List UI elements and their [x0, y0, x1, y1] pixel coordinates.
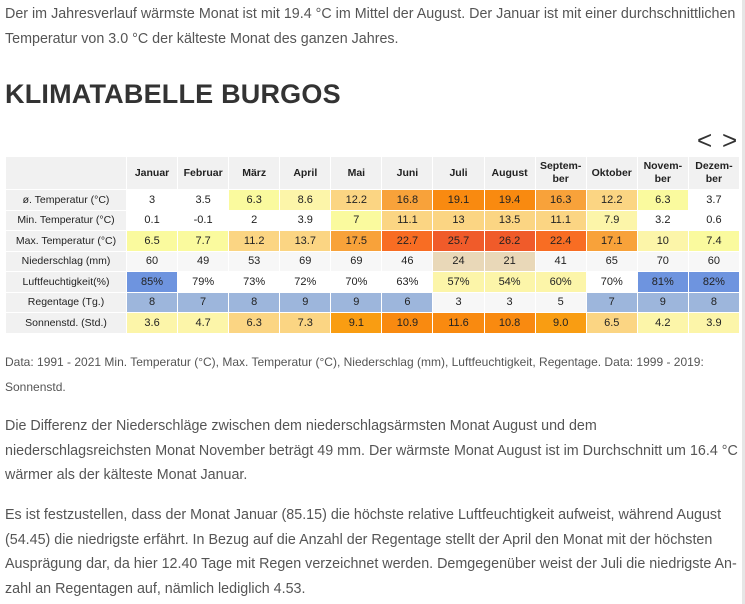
table-cell: 10.8: [484, 313, 535, 334]
table-cell: 7.3: [280, 313, 331, 334]
next-arrow-icon[interactable]: >: [722, 125, 738, 155]
page-title: KLIMATABELLE BURGOS: [5, 79, 341, 109]
climate-table: [5, 156, 740, 334]
table-cell: 9: [637, 292, 688, 313]
table-cell: 4.7: [178, 313, 229, 334]
table-cell: 60%: [535, 272, 586, 293]
table-cell: 8: [229, 292, 280, 313]
table-cell: 81%: [637, 272, 688, 293]
table-cell: 82%: [688, 272, 739, 293]
table-cell: 22.4: [535, 231, 586, 252]
table-header-row: [6, 157, 740, 190]
table-cell: 53: [229, 251, 280, 272]
row-label: Luftfeuchtigkeit(%): [6, 272, 127, 293]
row-label: Max. Temperatur (°C): [6, 231, 127, 252]
row-label: Min. Temperatur (°C): [6, 210, 127, 231]
table-corner: [6, 157, 127, 190]
table-cell: 72%: [280, 272, 331, 293]
table-row: [6, 272, 740, 293]
table-cell: 8.6: [280, 190, 331, 211]
table-cell: 8: [688, 292, 739, 313]
table-row: [6, 292, 740, 313]
table-cell: 49: [178, 251, 229, 272]
month-header: Oktober: [586, 157, 637, 190]
table-cell: 11.6: [433, 313, 484, 334]
row-label: Regentage (Tg.): [6, 292, 127, 313]
table-cell: 26.2: [484, 231, 535, 252]
month-header: April: [280, 157, 331, 190]
table-cell: 70%: [331, 272, 382, 293]
table-cell: -0.1: [178, 210, 229, 231]
row-label: Sonnenstd. (Std.): [6, 313, 127, 334]
table-cell: 9.1: [331, 313, 382, 334]
table-cell: 9: [331, 292, 382, 313]
table-cell: 3.9: [280, 210, 331, 231]
table-cell: 69: [280, 251, 331, 272]
table-row: [6, 251, 740, 272]
table-cell: 60: [127, 251, 178, 272]
humidity-paragraph: Es ist festzustellen, dass der Monat Januar (85.15) die höchste relative Luftfeuchtigkeit aufweist, während August (54.45) die niedrigste erfährt. In Bezug auf die Anzahl der Regentage stellt der April den Monat mit der höchsten Ausprägung dar, da hier 12.40 Tage mit Regen verzeichnet werden. Demgegenüber weist der Juli die niedrigste An- zahl an Regentagen auf, nämlich lediglich 4.53.: [5, 507, 737, 597]
month-header: Mai: [331, 157, 382, 190]
data-source-note: Data: 1991 - 2021 Min. Temperatur (°C), Max. Temperatur (°C), Niederschlag (mm), Luftfeuchtigkeit, Regentage. Data: 1999 - 2019: Sonnenstd.: [5, 355, 704, 394]
table-cell: 69: [331, 251, 382, 272]
row-label: Niederschlag (mm): [6, 251, 127, 272]
table-cell: 3.9: [688, 313, 739, 334]
table-cell: 16.3: [535, 190, 586, 211]
month-header: Novem- ber: [637, 157, 688, 190]
table-cell: 3: [484, 292, 535, 313]
table-cell: 21: [484, 251, 535, 272]
table-cell: 7.7: [178, 231, 229, 252]
table-cell: 9.0: [535, 313, 586, 334]
month-header: Februar: [178, 157, 229, 190]
table-cell: 4.2: [637, 313, 688, 334]
precipitation-paragraph: Die Differenz der Niederschläge zwischen dem niederschlagsärmsten Monat August und dem niederschlagsreichsten Monat November beträgt 49 mm. Der wärmste Monat August ist im Durchschnitt um 16.4 °C wärmer als der kälteste Monat Januar.: [5, 418, 738, 483]
table-cell: 46: [382, 251, 433, 272]
table-cell: 19.1: [433, 190, 484, 211]
table-cell: 73%: [229, 272, 280, 293]
table-cell: 10: [637, 231, 688, 252]
table-cell: 17.1: [586, 231, 637, 252]
month-header: Septem- ber: [535, 157, 586, 190]
table-cell: 7: [586, 292, 637, 313]
table-cell: 11.2: [229, 231, 280, 252]
table-row: [6, 313, 740, 334]
table-cell: 6.5: [586, 313, 637, 334]
table-row: [6, 210, 740, 231]
table-cell: 3.2: [637, 210, 688, 231]
table-cell: 6.3: [229, 190, 280, 211]
table-cell: 6.3: [229, 313, 280, 334]
table-cell: 54%: [484, 272, 535, 293]
table-cell: 63%: [382, 272, 433, 293]
table-cell: 57%: [433, 272, 484, 293]
table-cell: 6: [382, 292, 433, 313]
table-cell: 19.4: [484, 190, 535, 211]
month-header: Januar: [127, 157, 178, 190]
table-cell: 22.7: [382, 231, 433, 252]
table-cell: 3.5: [178, 190, 229, 211]
table-cell: 7: [178, 292, 229, 313]
table-cell: 11.1: [535, 210, 586, 231]
table-cell: 6.5: [127, 231, 178, 252]
table-row: [6, 231, 740, 252]
table-cell: 11.1: [382, 210, 433, 231]
month-header: März: [229, 157, 280, 190]
month-header: August: [484, 157, 535, 190]
table-cell: 5: [535, 292, 586, 313]
table-cell: 7: [331, 210, 382, 231]
row-label: ø. Temperatur (°C): [6, 190, 127, 211]
table-cell: 12.2: [331, 190, 382, 211]
table-cell: 25.7: [433, 231, 484, 252]
table-cell: 3.7: [688, 190, 739, 211]
table-cell: 13.5: [484, 210, 535, 231]
table-cell: 13.7: [280, 231, 331, 252]
table-cell: 3.6: [127, 313, 178, 334]
table-row: [6, 190, 740, 211]
table-cell: 60: [688, 251, 739, 272]
table-cell: 24: [433, 251, 484, 272]
intro-paragraph: Der im Jahresverlauf wärmste Monat ist mit 19.4 °C im Mittel der August. Der Januar ist mit einer durchschnittlichen Temperatur von 3.0 °C der kälteste Monat des ganzen Jahres.: [5, 6, 736, 47]
table-cell: 16.8: [382, 190, 433, 211]
table-cell: 7.9: [586, 210, 637, 231]
table-cell: 70%: [586, 272, 637, 293]
table-cell: 8: [127, 292, 178, 313]
table-cell: 70: [637, 251, 688, 272]
table-cell: 13: [433, 210, 484, 231]
table-cell: 85%: [127, 272, 178, 293]
table-cell: 3: [433, 292, 484, 313]
month-header: Juli: [433, 157, 484, 190]
month-header: Juni: [382, 157, 433, 190]
table-cell: 6.3: [637, 190, 688, 211]
table-cell: 41: [535, 251, 586, 272]
table-cell: 12.2: [586, 190, 637, 211]
table-cell: 79%: [178, 272, 229, 293]
table-cell: 9: [280, 292, 331, 313]
table-cell: 2: [229, 210, 280, 231]
table-cell: 7.4: [688, 231, 739, 252]
table-cell: 0.1: [127, 210, 178, 231]
table-cell: 10.9: [382, 313, 433, 334]
table-cell: 17.5: [331, 231, 382, 252]
table-cell: 3: [127, 190, 178, 211]
table-cell: 0.6: [688, 210, 739, 231]
table-cell: 65: [586, 251, 637, 272]
prev-arrow-icon[interactable]: <: [697, 125, 713, 155]
month-header: Dezem- ber: [688, 157, 739, 190]
